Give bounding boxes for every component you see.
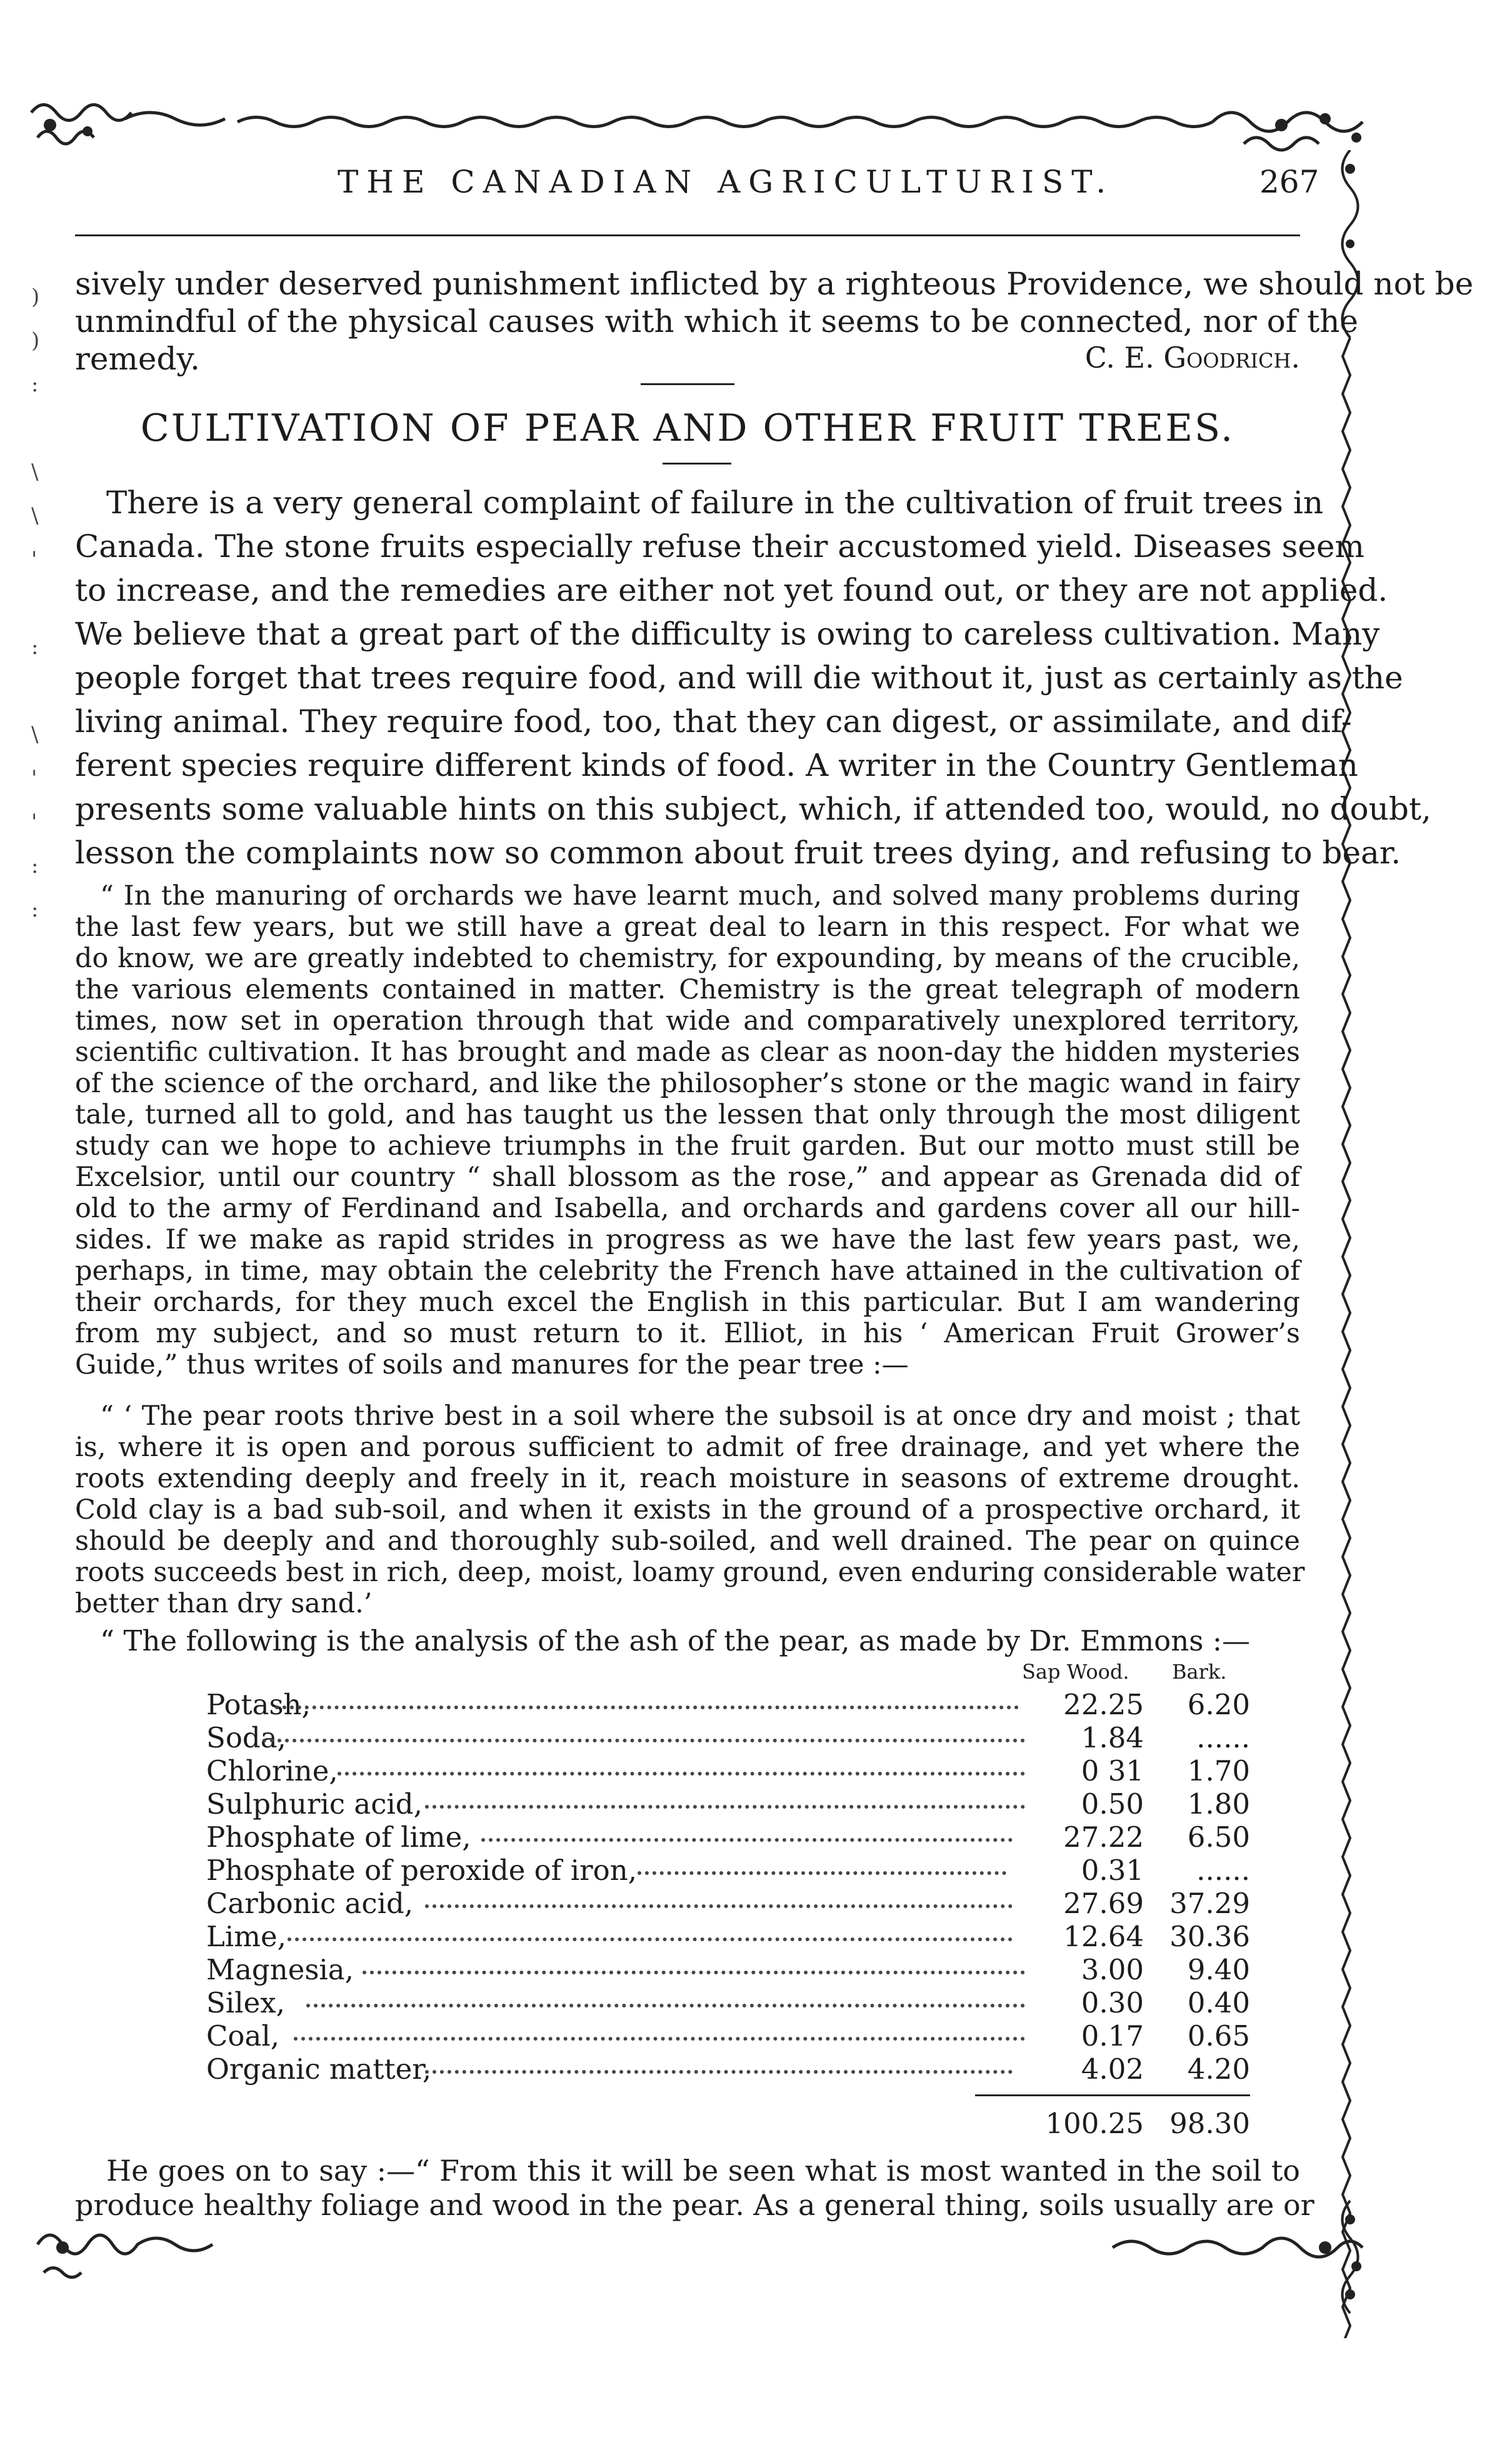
bottom-ornament-border bbox=[25, 2213, 1388, 2288]
para1-line: to increase, and the remedies are either not yet found out, or they are not applied. bbox=[75, 572, 1388, 608]
table-cell-sap: 12.64 bbox=[1063, 1920, 1144, 1953]
quote1-line: from my subject, and so must return to it. Elliot, in his ‘ American Fruit Grower’s bbox=[75, 1318, 1300, 1349]
quote1-line: times, now set in operation through that wide and comparatively unexplored territory, bbox=[75, 1005, 1300, 1037]
leader-dots bbox=[294, 2037, 1025, 2041]
table-row bbox=[75, 2019, 1300, 2052]
table-totals-row bbox=[75, 2107, 1300, 2139]
table-header-bark: Bark. bbox=[1172, 1660, 1227, 1684]
table-row bbox=[75, 1953, 1300, 1986]
totals-rule bbox=[975, 2094, 1250, 2096]
table-cell-name: Sulphuric acid, bbox=[206, 1787, 423, 1821]
table-cell-name: Organic matter, bbox=[206, 2053, 432, 2086]
quote2-line: roots succeeds best in rich, deep, moist, loamy ground, even enduring considerable water bbox=[75, 1557, 1305, 1588]
table-row bbox=[75, 1787, 1300, 1820]
intro-line: sively under deserved punishment inflicted by a righteous Providence, we should not be bbox=[75, 266, 1474, 302]
article-title-block bbox=[75, 406, 1300, 456]
table-cell-bark: 1.70 bbox=[1187, 1754, 1250, 1787]
leader-dots bbox=[288, 1937, 1013, 1941]
table-cell-bark: 0.65 bbox=[1187, 2019, 1250, 2053]
quote1-line: old to the army of Ferdinand and Isabella, and orchards and gardens cover all our hill- bbox=[75, 1193, 1300, 1224]
para1-line: presents some valuable hints on this subject, which, if attended too, would, no doubt, bbox=[75, 791, 1431, 827]
quote1-line: Excelsior, until our country “ shall blossom as the rose,” and appear as Grenada did of bbox=[75, 1162, 1300, 1193]
paragraph-1 bbox=[75, 485, 1431, 872]
para1-line: ferent species require different kinds of food. A writer in the Country Gentleman bbox=[75, 747, 1358, 783]
quote2-line: better than dry sand.’ bbox=[75, 1588, 373, 1619]
quotation-1 bbox=[75, 880, 1300, 1405]
table-cell-bark: ...... bbox=[1196, 1854, 1250, 1887]
table-cell-name: Coal, bbox=[206, 2019, 280, 2053]
para1-line: Canada. The stone fruits especially refuse their accustomed yield. Diseases seem bbox=[75, 528, 1364, 565]
closing-line: produce healthy foliage and wood in the pear. As a general thing, soils usually are or bbox=[75, 2188, 1314, 2222]
leader-dots bbox=[425, 1904, 1013, 1908]
quote1-line: perhaps, in time, may obtain the celebrity the French have attained in the cultivation of bbox=[75, 1255, 1300, 1287]
leader-dots bbox=[363, 1971, 1025, 1974]
table-cell-bark: 9.40 bbox=[1187, 1953, 1250, 1986]
table-cell-sap: 0.50 bbox=[1081, 1787, 1144, 1821]
leader-dots bbox=[425, 2070, 1013, 2074]
table-cell-name: Phosphate of lime, bbox=[206, 1821, 471, 1854]
table-header-sap-wood: Sap Wood. bbox=[1022, 1660, 1129, 1684]
table-cell-name: Carbonic acid, bbox=[206, 1887, 414, 1920]
para1-line: living animal. They require food, too, that they can digest, or assimilate, and dif- bbox=[75, 703, 1352, 740]
page-number: 267 bbox=[1259, 164, 1319, 200]
table-cell-sap: 3.00 bbox=[1081, 1953, 1144, 1986]
quote1-line: study can we hope to achieve triumphs in the fruit garden. But our motto must still be bbox=[75, 1130, 1300, 1162]
table-row bbox=[75, 1721, 1300, 1754]
quote2-line: roots extending deeply and freely in it, reach moisture in seasons of extreme drought. bbox=[75, 1463, 1300, 1494]
quote2-line: Cold clay is a bad sub-soil, and when it exists in the ground of a prospective orchard, it bbox=[75, 1494, 1300, 1525]
table-cell-bark: 6.50 bbox=[1187, 1821, 1250, 1854]
analysis-intro: “ The following is the analysis of the ash of the pear, as made by Dr. Emmons :— bbox=[100, 1624, 1250, 1657]
quote1-line: “ In the manuring of orchards we have learnt much, and solved many problems during bbox=[100, 880, 1300, 912]
table-cell-bark: 4.20 bbox=[1187, 2053, 1250, 2086]
table-cell-sap: 0.17 bbox=[1081, 2019, 1144, 2053]
quote1-line: tale, turned all to gold, and has taught us the lessen that only through the most diligent bbox=[75, 1099, 1300, 1130]
quote1-line: of the science of the orchard, and like the philosopher’s stone or the magic wand in fairy bbox=[75, 1068, 1300, 1099]
leader-dots bbox=[638, 1871, 1006, 1875]
table-cell-name: Magnesia, bbox=[206, 1953, 354, 1986]
para1-line: There is a very general complaint of failure in the cultivation of fruit trees in bbox=[106, 485, 1324, 521]
quote1-line: sides. If we make as rapid strides in progress as we have the last few years past, we, bbox=[75, 1224, 1300, 1255]
table-row bbox=[75, 2053, 1300, 2085]
para1-line: We believe that a great part of the difficulty is owing to careless cultivation. Many bbox=[75, 616, 1380, 652]
table-cell-name: Silex, bbox=[206, 1986, 285, 2019]
table-cell-sap: 0.31 bbox=[1081, 1854, 1144, 1887]
table-row bbox=[75, 1688, 1300, 1721]
header-rule bbox=[75, 234, 1300, 236]
table-row bbox=[75, 1986, 1300, 2019]
table-cell-name: Lime, bbox=[206, 1920, 286, 1953]
leader-dots bbox=[338, 1772, 1025, 1776]
quote1-line: the various elements contained in matter. Chemistry is the great telegraph of modern bbox=[75, 974, 1300, 1005]
intro-paragraph bbox=[75, 266, 1474, 378]
table-row bbox=[75, 1887, 1300, 1919]
ash-analysis-table bbox=[75, 1660, 1300, 2148]
leader-dots bbox=[425, 1805, 1025, 1809]
divider-short bbox=[641, 383, 734, 385]
table-cell-sap: 1.84 bbox=[1081, 1721, 1144, 1754]
closing-line: He goes on to say :—“ From this it will be seen what is most wanted in the soil to bbox=[106, 2154, 1300, 2188]
article-title: CULTIVATION OF PEAR AND OTHER FRUIT TREES. bbox=[140, 406, 1235, 450]
closing-paragraph bbox=[75, 2154, 1314, 2223]
quotation-2 bbox=[75, 1400, 1305, 1625]
table-cell-sap: 27.22 bbox=[1063, 1821, 1144, 1854]
table-cell-sap: 27.69 bbox=[1063, 1887, 1144, 1920]
intro-line: remedy. bbox=[75, 341, 200, 377]
table-cell-name: Phosphate of peroxide of iron, bbox=[206, 1854, 638, 1887]
table-cell-name: Potash, bbox=[206, 1688, 311, 1721]
left-margin-marks: ) ) : \ \ ' : \ ' ' : : bbox=[31, 284, 40, 922]
top-ornament-border bbox=[25, 94, 1388, 163]
leader-dots bbox=[306, 2004, 1025, 2007]
signature: C. E. Goodrich. bbox=[1084, 341, 1300, 374]
running-head-title: THE CANADIAN AGRICULTURIST. bbox=[338, 164, 1114, 200]
quote1-line: do know, we are greatly indebted to chemistry, for expounding, by means of the crucible, bbox=[75, 943, 1300, 974]
table-cell-bark: 30.36 bbox=[1169, 1920, 1250, 1953]
leader-dots bbox=[263, 1739, 1025, 1742]
table-row bbox=[75, 1920, 1300, 1952]
table-cell-sap: 0.30 bbox=[1081, 1986, 1144, 2019]
title-underline bbox=[663, 463, 731, 465]
table-cell-bark: 0.40 bbox=[1187, 1986, 1250, 2019]
table-cell-sap: 0 31 bbox=[1081, 1754, 1144, 1787]
total-sap: 100.25 bbox=[1045, 2107, 1144, 2140]
table-cell-bark: 6.20 bbox=[1187, 1688, 1250, 1721]
table-cell-bark: 1.80 bbox=[1187, 1787, 1250, 1821]
quote2-line: is, where it is open and porous sufficient to admit of free drainage, and yet where the bbox=[75, 1432, 1300, 1463]
quote1-line: Guide,” thus writes of soils and manures for the pear tree :— bbox=[75, 1349, 909, 1380]
quote2-line: “ ‘ The pear roots thrive best in a soil where the subsoil is at once dry and moist ; that bbox=[100, 1400, 1300, 1432]
running-head bbox=[0, 164, 1512, 208]
table-row bbox=[75, 1854, 1300, 1886]
quote1-line: their orchards, for they much excel the English in this particular. But I am wandering bbox=[75, 1287, 1300, 1318]
quote2-line: should be deeply and and thoroughly sub-soiled, and well drained. The pear on quince bbox=[75, 1525, 1300, 1557]
intro-line: unmindful of the physical causes with which it seems to be connected, nor of the bbox=[75, 303, 1359, 339]
table-cell-sap: 4.02 bbox=[1081, 2053, 1144, 2086]
quote1-line: scientific cultivation. It has brought and made as clear as noon-day the hidden mysteries bbox=[75, 1037, 1300, 1068]
quote1-line: the last few years, but we still have a great deal to learn in this respect. For what we bbox=[75, 912, 1300, 943]
total-bark: 98.30 bbox=[1169, 2107, 1250, 2140]
table-cell-bark: 37.29 bbox=[1169, 1887, 1250, 1920]
table-cell-sap: 22.25 bbox=[1063, 1688, 1144, 1721]
table-cell-name: Soda, bbox=[206, 1721, 286, 1754]
para1-line: people forget that trees require food, and will die without it, just as certainly as the bbox=[75, 660, 1403, 696]
table-cell-name: Chlorine, bbox=[206, 1754, 338, 1787]
right-ornament-border bbox=[1319, 150, 1381, 2338]
para1-line: lesson the complaints now so common about fruit trees dying, and refusing to bear. bbox=[75, 835, 1401, 871]
table-row bbox=[75, 1754, 1300, 1787]
table-row bbox=[75, 1821, 1300, 1853]
leader-dots bbox=[275, 1706, 1019, 1709]
analysis-intro-block bbox=[75, 1624, 1300, 1662]
leader-dots bbox=[481, 1838, 1013, 1842]
table-cell-bark: ...... bbox=[1196, 1721, 1250, 1754]
